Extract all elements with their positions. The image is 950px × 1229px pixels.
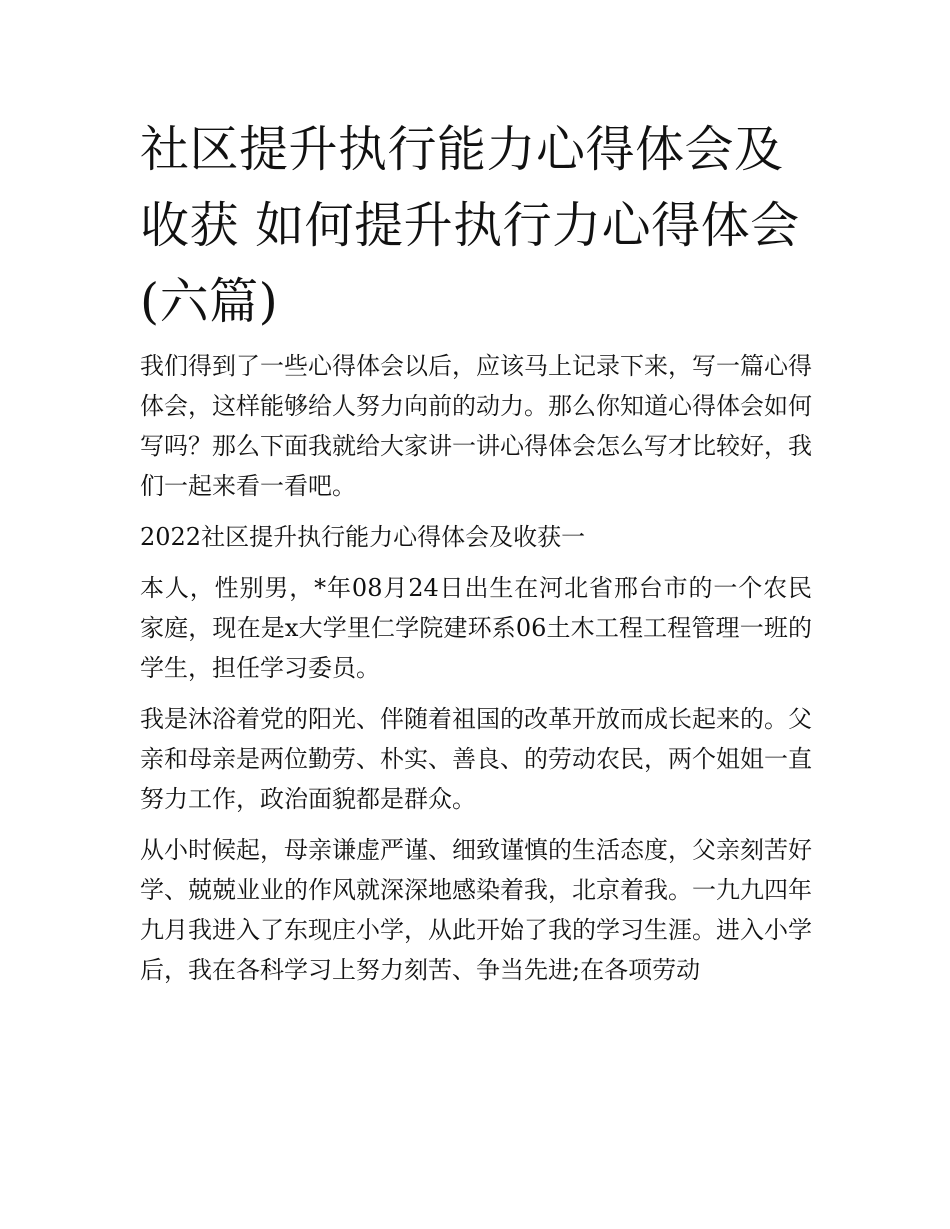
intro-paragraph: 我们得到了一些心得体会以后，应该马上记录下来，写一篇心得体会，这样能够给人努力向前的动力。那么你知道心得体会如何写吗？那么下面我就给大家讲一讲心得体会怎么写才比较好，我们一起来看一看吧。 [140, 352, 812, 500]
body-paragraph-3: 从小时候起，母亲谦虚严谨、细致谨慎的生活态度，父亲刻苦好学、兢兢业业的作风就深深地感染着我，北京着我。一九九四年九月我进入了东现庄小学，从此开始了我的学习生涯。进入小学后，我在各科学习上努力刻苦、争当先进;在各项劳动 [140, 836, 812, 984]
body-paragraph-1: 本人，性别男，*年08月24日出生在河北省邢台市的一个农民家庭，现在是x大学里仁学院建环系06土木工程工程管理一班的学生，担任学习委员。 [140, 574, 812, 682]
section-heading: 2022社区提升执行能力心得体会及收获一 [140, 523, 586, 551]
document-title: 社区提升执行能力心得体会及收获 如何提升执行力心得体会(六篇) [140, 121, 800, 330]
body-paragraph-2: 我是沐浴着党的阳光、伴随着祖国的改革开放而成长起来的。父亲和母亲是两位勤劳、朴实、善良、的劳动农民，两个姐姐一直努力工作，政治面貌都是群众。 [140, 705, 812, 813]
document-body [140, 112, 812, 1001]
